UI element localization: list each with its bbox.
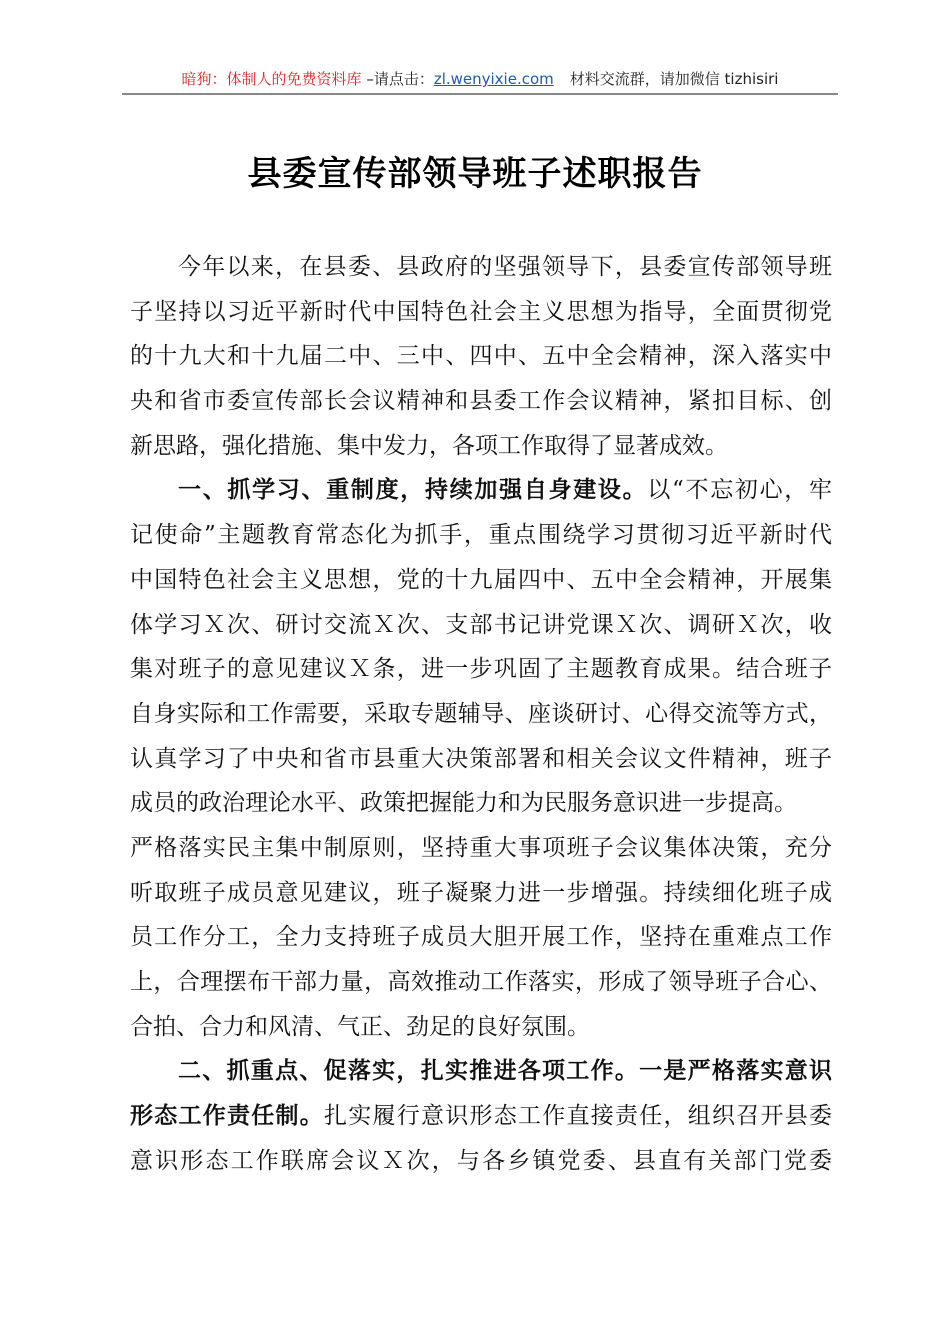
body-text: 集对班子的意见建议Ｘ条，进一步巩固了主题教育成果。结合班子: [130, 656, 832, 683]
body-text: 子坚持以习近平新时代中国特色社会主义思想为指导，全面贯彻党: [130, 298, 832, 325]
bold-heading-text: 一、抓学习、重制度，持续加强自身建设。: [178, 477, 648, 504]
promo-header: [122, 68, 838, 89]
text-line: [130, 471, 832, 516]
document-body: [130, 248, 832, 1186]
bold-heading-text: 二、抓重点、促落实，扎实推进各项工作。一是严格落实意识: [178, 1058, 832, 1085]
text-line: [130, 829, 832, 874]
body-text: 今年以来，在县委、县政府的坚强领导下，县委宣传部领导班: [178, 254, 832, 280]
promo-text: 暗狗：体制人的免费资料库: [181, 70, 362, 88]
body-text: 员工作分工，全力支持班子成员大胆开展工作，坚持在重难点工作: [130, 924, 832, 951]
body-text: 成员的政治理论水平、政策把握能力和为民服务意识进一步提高。: [130, 790, 797, 817]
bold-heading-text: 形态工作责任制。: [130, 1103, 324, 1130]
text-line: [130, 918, 832, 963]
body-text: 体学习Ｘ次、研讨交流Ｘ次、支部书记讲党课Ｘ次、调研Ｘ次，收: [130, 611, 832, 638]
text-line: [130, 337, 832, 382]
text-line: [130, 1008, 832, 1053]
body-text: 认真学习了中央和省市县重大决策部署和相关会议文件精神，班子: [130, 745, 832, 772]
body-text: 自身实际和工作需要，采取专题辅导、座谈研讨、心得交流等方式，: [130, 700, 832, 727]
body-text: 以“不忘初心，牢: [647, 477, 832, 504]
text-line: [130, 1142, 832, 1187]
body-text: 央和省市委宣传部长会议精神和县委工作会议精神，紧扣目标、创: [130, 388, 832, 415]
body-text: 中国特色社会主义思想，党的十九届四中、五中全会精神，开展集: [130, 566, 832, 593]
text-line: [130, 1052, 832, 1097]
body-text: 上，合理摆布干部力量，高效推动工作落实，形成了领导班子合心、: [130, 969, 832, 995]
text-line: [130, 293, 832, 338]
body-text: 意识形态工作联席会议Ｘ次，与各乡镇党委、县直有关部门党委: [130, 1147, 832, 1174]
text-line: [130, 248, 832, 293]
text-line: [130, 561, 832, 606]
body-text: 严格落实民主集中制原则，坚持重大事项班子会议集体决策，充分: [130, 834, 832, 861]
text-line: [130, 784, 832, 829]
promo-click-text: –请点击：: [361, 70, 434, 88]
wechat-text: 材料交流群，请加微信 tizhisiri: [569, 70, 779, 88]
text-line: [130, 650, 832, 695]
text-line: [130, 516, 832, 561]
text-line: [130, 427, 832, 472]
body-text: 合拍、合力和风清、气正、劲足的良好氛围。: [130, 1013, 590, 1040]
text-line: [130, 963, 832, 1008]
document-title: 县委宣传部领导班子述职报告: [247, 154, 703, 194]
text-line: [130, 695, 832, 740]
body-text: 听取班子成员意见建议，班子凝聚力进一步增强。持续细化班子成: [130, 879, 832, 906]
body-text: 记使命”主题教育常态化为抓手，重点围绕学习贯彻习近平新时代: [130, 522, 832, 549]
body-text: 扎实履行意识形态工作直接责任，组织召开县委: [324, 1103, 832, 1130]
text-line: [130, 606, 832, 651]
header-divider: [122, 93, 838, 95]
text-line: [130, 1097, 832, 1142]
text-line: [130, 874, 832, 919]
body-text: 的十九大和十九届二中、三中、四中、五中全会精神，深入落实中: [130, 343, 832, 370]
body-text: 新思路，强化措施、集中发力，各项工作取得了显著成效。: [130, 432, 728, 459]
promo-link[interactable]: zl.wenyixie.com: [433, 70, 554, 88]
text-line: [130, 740, 832, 785]
text-line: [130, 382, 832, 427]
